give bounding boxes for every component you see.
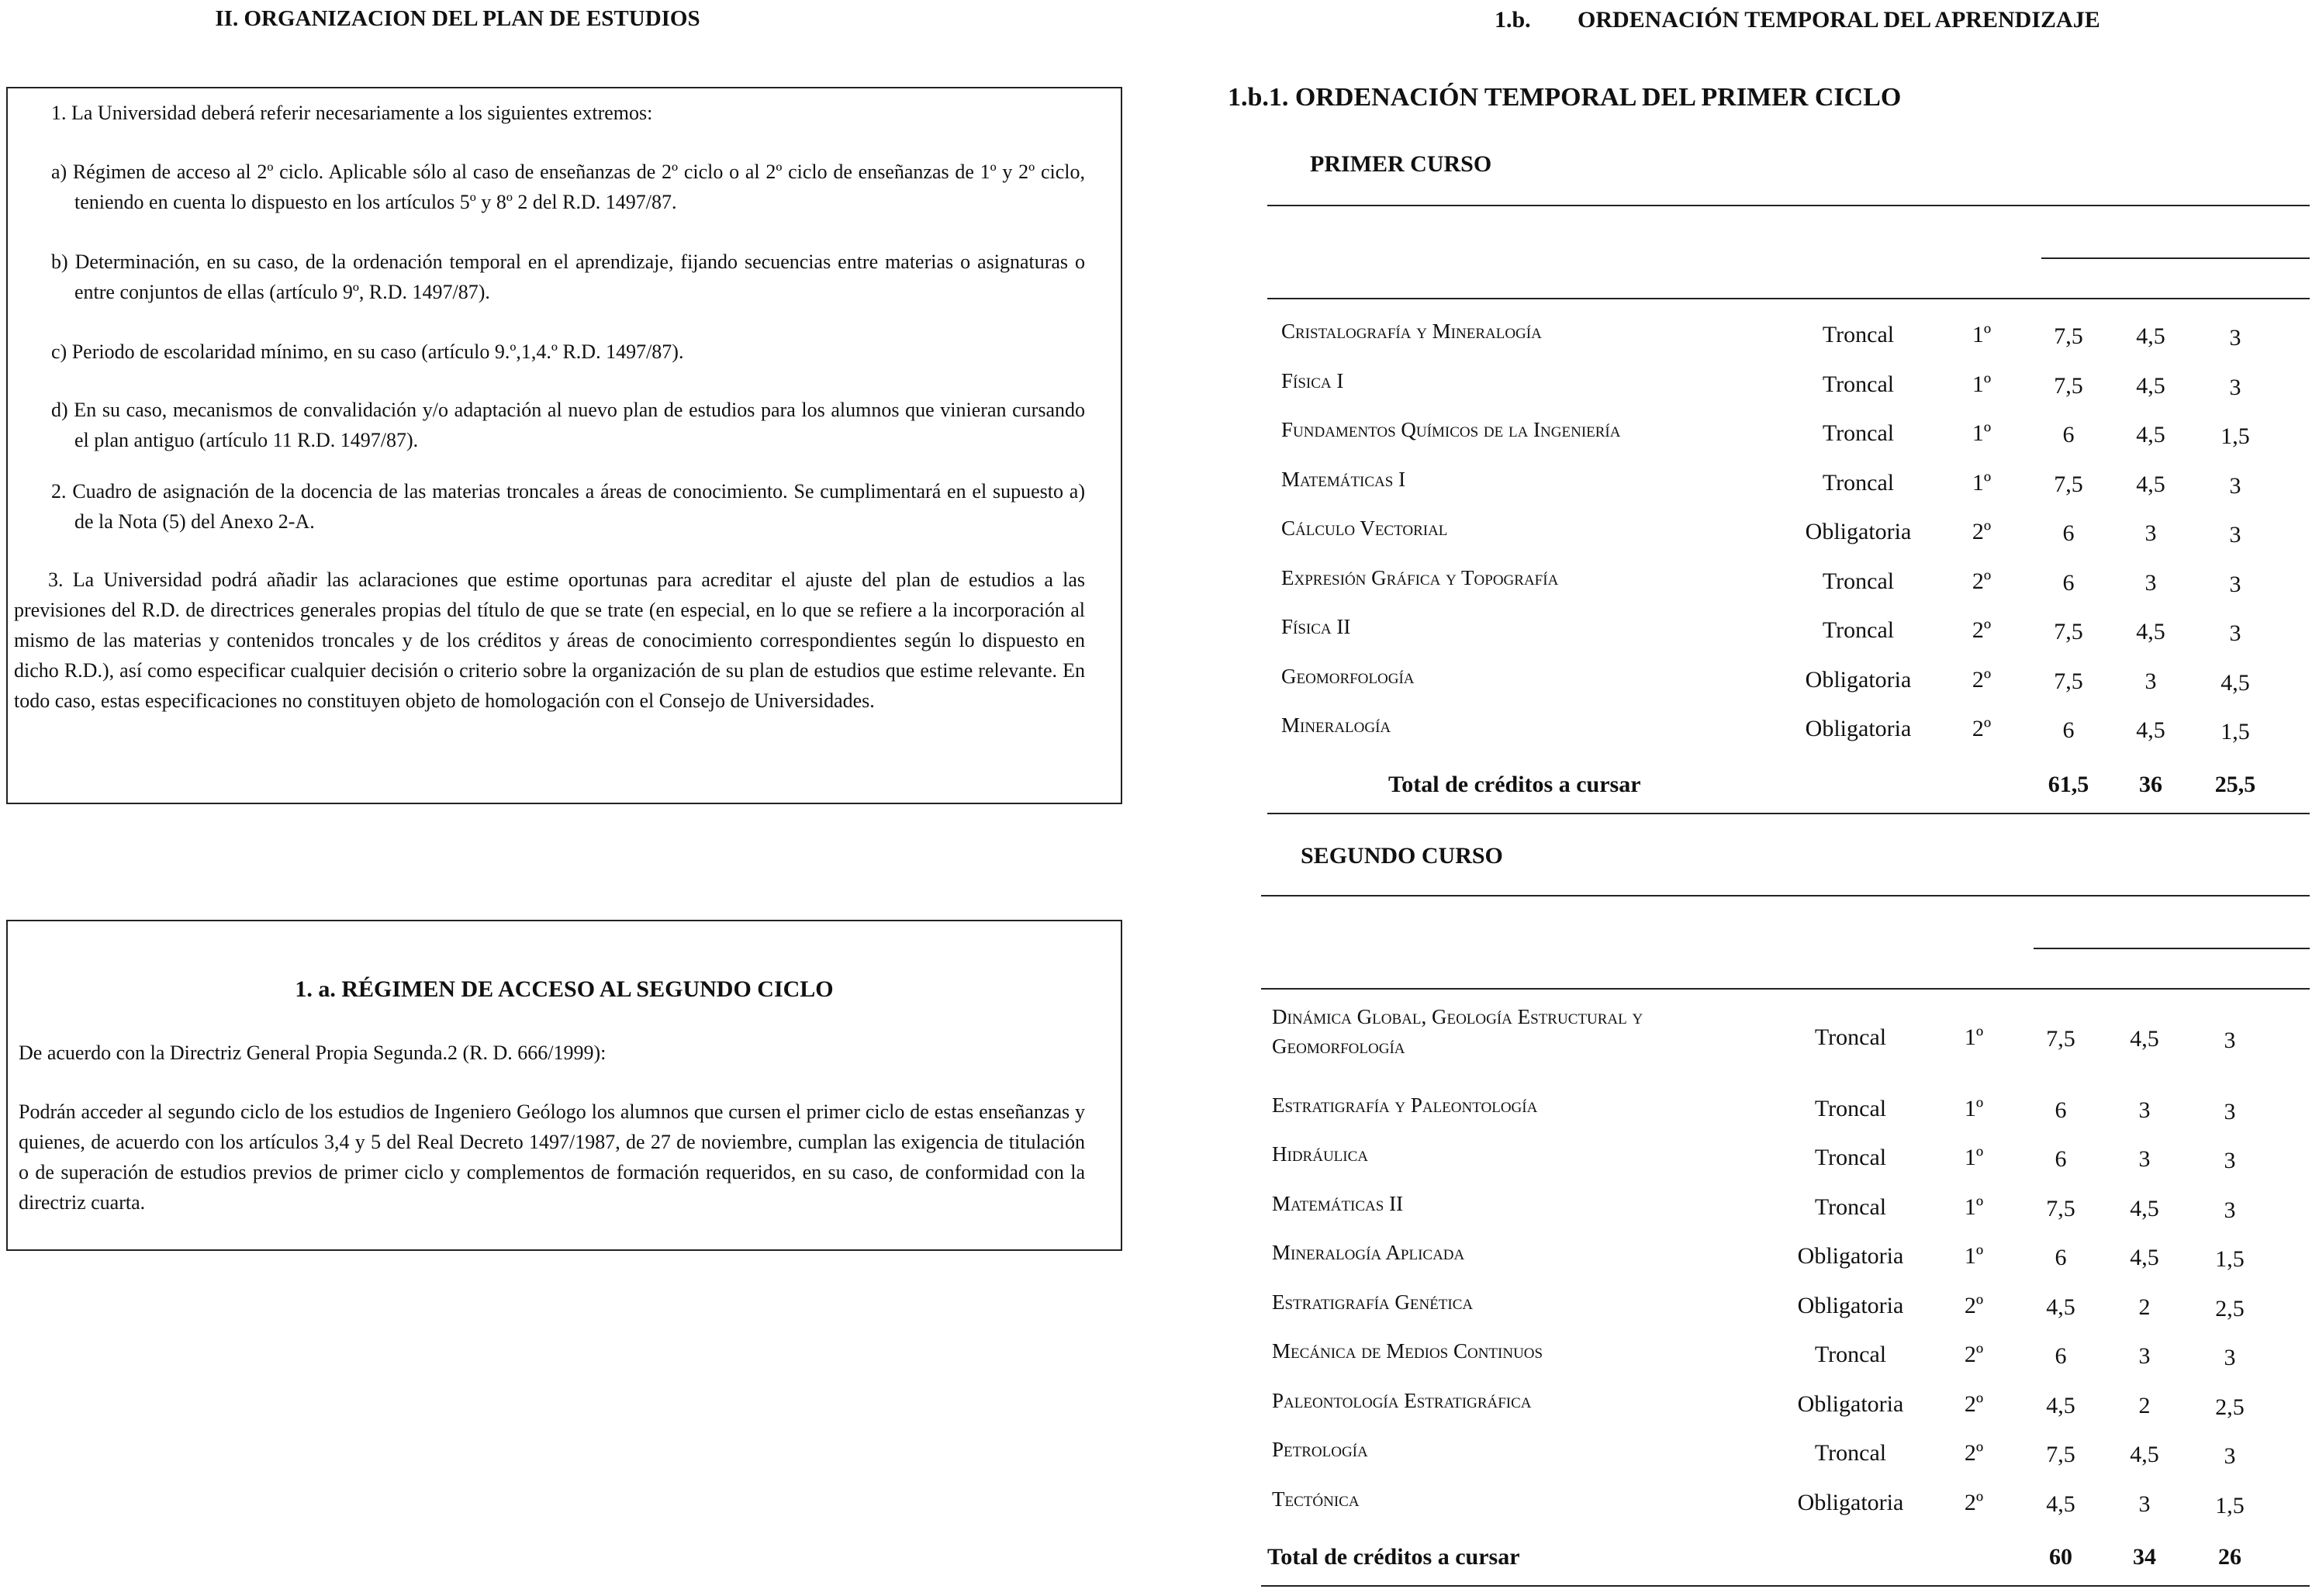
subject-total: 6 (2055, 1343, 2067, 1369)
header-bottom-rule (1261, 988, 2310, 990)
instruction-2: 2. Cuadro de asignación de la docencia de las materias troncales a áreas de conocimiento. Se cumplimentará en el supuesto a) de la Nota (5) del Anexo 2-A. (51, 480, 1085, 533)
instruction-a: a) Régimen de acceso al 2º ciclo. Aplicable sólo al caso de enseñanzas de 2º ciclo o al 2º ciclo de enseñanzas de 1º y 2º ciclo, teniendo en cuenta lo dispuesto en los artículos 5º y 8º 2 del R.D. 1497/87. (51, 161, 1085, 213)
subject-practicas: 2,5 (2215, 1394, 2245, 1420)
subject-practicas: 1,5 (2220, 719, 2250, 744)
subject-tipo: Troncal (1814, 1095, 1887, 1121)
instructions-box (6, 87, 1122, 804)
subject-teoria: 4,5 (2136, 372, 2165, 399)
subject-total: 7,5 (2054, 619, 2083, 644)
subject-practicas: 3 (2224, 1098, 2236, 1124)
instruction-d: d) En su caso, mecanismos de convalidación y/o adaptación al nuevo plan de estudios para los alumnos que vinieran cursando el plan antiguo (artículo 11 R.D. 1497/87). (51, 399, 1085, 451)
subject-tipo: Obligatoria (1805, 666, 1912, 693)
subject-name: Tectónica (1272, 1487, 1360, 1511)
subject-tipo: Troncal (1814, 1194, 1887, 1220)
subject-tipo: Troncal (1822, 469, 1895, 496)
subject-total: 6 (2062, 569, 2075, 596)
subject-tipo: Obligatoria (1797, 1243, 1904, 1269)
subject-teoria: 2 (2138, 1392, 2151, 1418)
subject-name: Mineralogía (1281, 713, 1391, 737)
subject-teoria: 4,5 (2130, 1026, 2159, 1052)
subject-cuatr: 2º (1964, 1489, 1984, 1515)
subject-teoria: 4,5 (2136, 422, 2165, 447)
subject-name: Matemáticas I (1281, 467, 1406, 491)
subject-practicas: 3 (2224, 1028, 2236, 1053)
subject-name: Física I (1281, 368, 1344, 392)
table-bottom-rule (1261, 1585, 2310, 1587)
subject-name: Paleontología Estratigráfica (1272, 1388, 1532, 1412)
access-regime-text: Podrán acceder al segundo ciclo de los estudios de Ingeniero Geólogo los alumnos que cursen el primer ciclo de estas enseñanzas y quienes, de acuerdo con los artículos 3,4 y 5 del Real Decreto 1497/1987, de 27 de noviembre, cumplan las exigencia de titulación o de superación de estudios previos de primer ciclo y complementos de formación requeridos, en su caso, de conformidad con la directriz cuarta. (19, 1100, 1085, 1214)
subject-cuatr: 2º (1972, 568, 1992, 594)
subject-tipo: Troncal (1814, 1024, 1887, 1050)
subject-practicas: 4,5 (2220, 669, 2250, 696)
subject-cuatr: 1º (1964, 1024, 1984, 1050)
subject-cuatr: 1º (1972, 469, 1992, 496)
total-credits-label: Total de créditos a cursar (1388, 772, 1641, 797)
subject-total: 7,5 (2054, 323, 2083, 349)
subject-practicas: 3 (2224, 1443, 2236, 1469)
subject-total: 6 (2062, 520, 2075, 546)
subject-total: 7,5 (2054, 372, 2083, 399)
subject-teoria: 4,5 (2136, 471, 2165, 497)
table-top-rule (1261, 895, 2310, 896)
subject-practicas: 3 (2224, 1197, 2236, 1223)
subject-teoria: 3 (2144, 668, 2157, 694)
subject-total: 7,5 (2046, 1195, 2075, 1221)
subject-teoria: 2 (2138, 1294, 2151, 1320)
total-teoria: 36 (2139, 772, 2162, 797)
subject-name: Estratigrafía y Paleontología (1272, 1093, 1538, 1117)
total-practicas: 26 (2218, 1544, 2241, 1570)
subject-name: Cálculo Vectorial (1281, 516, 1448, 540)
subject-teoria: 3 (2144, 520, 2157, 546)
subject-name: Física II (1281, 615, 1351, 638)
subject-teoria: 4,5 (2136, 323, 2165, 349)
subject-cuatr: 2º (1972, 666, 1992, 693)
subject-cuatr: 1º (1972, 322, 1992, 347)
subject-practicas: 3 (2229, 472, 2241, 499)
subject-total: 4,5 (2046, 1392, 2075, 1418)
subject-tipo: Troncal (1814, 1145, 1887, 1170)
subject-name: Geomorfología (1281, 664, 1415, 688)
subject-cuatr: 2º (1972, 716, 1992, 741)
subject-practicas: 2,5 (2215, 1295, 2245, 1321)
creditos-rule (2034, 948, 2310, 949)
subject-teoria: 4,5 (2136, 717, 2165, 743)
subject-cuatr: 2º (1964, 1292, 1984, 1318)
subject-name: Matemáticas II (1272, 1191, 1404, 1215)
subject-tipo: Troncal (1814, 1440, 1887, 1466)
subject-teoria: 3 (2138, 1491, 2151, 1517)
subject-practicas: 3 (2224, 1345, 2236, 1370)
subject-tipo: Obligatoria (1797, 1489, 1904, 1515)
subject-total: 7,5 (2054, 471, 2083, 497)
instruction-3: 3. La Universidad podrá añadir las aclaraciones que estime oportunas para acreditar el ajuste del plan de estudios a las previsiones del R.D. de directrices generales propias del título de que se trate (en especial, en lo que se refiere a la incorporación al mismo de las materias y contenidos troncales y de los créditos y áreas de conocimiento correspondientes según lo dispuesto en dicho R.D.), así como especificar cualquier decisión o criterio sobre la organización de su plan de estudios que estime relevante. En todo caso, estas especificaciones no constituyen objeto de homologación con el Consejo de Universidades. (14, 568, 1085, 712)
section-title: ORDENACIÓN TEMPORAL DEL APRENDIZAJE (1578, 7, 2100, 33)
subject-practicas: 3 (2229, 522, 2241, 548)
subject-teoria: 3 (2138, 1343, 2151, 1369)
subject-cuatr: 1º (1964, 1095, 1984, 1121)
subject-name-cont: Geomorfología (1272, 1035, 1405, 1058)
subject-name: Dinámica Global, Geología Estructural y (1272, 1005, 1643, 1028)
instruction-c: c) Periodo de escolaridad mínimo, en su caso (artículo 9.º,1,4.º R.D. 1497/87). (51, 340, 684, 363)
subject-teoria: 3 (2138, 1146, 2151, 1172)
subject-tipo: Troncal (1822, 420, 1895, 446)
subject-tipo: Troncal (1814, 1342, 1887, 1367)
subject-tipo: Obligatoria (1797, 1390, 1904, 1417)
total-credits-label: Total de créditos a cursar (1267, 1544, 1520, 1570)
subject-practicas: 3 (2229, 374, 2241, 400)
subject-total: 6 (2055, 1245, 2067, 1270)
instruction-b: b) Determinación, en su caso, de la ordenación temporal en el aprendizaje, fijando secuencias entre materias o asignaturas o entre conjuntos de ellas (artículo 9º, R.D. 1497/87). (51, 250, 1085, 303)
subject-total: 7,5 (2054, 668, 2083, 694)
subject-name: Mineralogía Aplicada (1272, 1241, 1465, 1264)
header-bottom-rule (1267, 298, 2310, 299)
subject-cuatr: 1º (1964, 1194, 1984, 1220)
subject-cuatr: 2º (1972, 617, 1992, 643)
subject-practicas: 1,5 (2215, 1246, 2245, 1272)
second-course-title: SEGUNDO CURSO (1301, 843, 1503, 869)
subject-practicas: 3 (2224, 1148, 2236, 1173)
total-credits: 60 (2049, 1544, 2072, 1570)
subject-teoria: 4,5 (2130, 1245, 2159, 1270)
subject-total: 7,5 (2046, 1026, 2075, 1052)
section-number: 1.b. (1495, 7, 1531, 33)
subject-total: 6 (2055, 1097, 2067, 1123)
subject-cuatr: 1º (1972, 371, 1992, 397)
subject-name: Petrología (1272, 1438, 1368, 1461)
subject-tipo: Troncal (1822, 322, 1895, 347)
subject-name: Expresión Gráfica y Topografía (1281, 565, 1559, 589)
subject-cuatr: 2º (1964, 1390, 1984, 1417)
instruction-1: 1. La Universidad deberá referir necesariamente a los siguientes extremos: (51, 102, 653, 124)
subject-tipo: Troncal (1822, 568, 1895, 594)
total-teoria: 34 (2133, 1544, 2156, 1570)
subject-name: Hidráulica (1272, 1142, 1368, 1166)
subsection-title: 1.b.1. ORDENACIÓN TEMPORAL DEL PRIMER CICLO (1228, 83, 1902, 112)
subject-practicas: 3 (2229, 325, 2241, 351)
subject-total: 7,5 (2046, 1442, 2075, 1467)
access-regime-intro: De acuerdo con la Directriz General Propia Segunda.2 (R. D. 666/1999): (19, 1042, 607, 1064)
first-course-title: PRIMER CURSO (1310, 151, 1492, 177)
access-regime-box (6, 920, 1122, 1251)
subject-total: 4,5 (2046, 1294, 2075, 1320)
subject-cuatr: 1º (1972, 420, 1992, 446)
table-top-rule (1267, 205, 2310, 206)
subject-name: Fundamentos Químicos de la Ingeniería (1281, 418, 1621, 441)
subject-tipo: Troncal (1822, 371, 1895, 397)
subject-practicas: 1,5 (2220, 423, 2250, 449)
subject-teoria: 4,5 (2130, 1442, 2159, 1467)
subject-name: Estratigrafía Genética (1272, 1290, 1474, 1314)
subject-total: 4,5 (2046, 1491, 2075, 1517)
subject-practicas: 3 (2229, 571, 2241, 597)
subject-teoria: 4,5 (2136, 619, 2165, 644)
subject-cuatr: 2º (1964, 1440, 1984, 1466)
subject-teoria: 3 (2144, 569, 2157, 596)
creditos-rule (2041, 257, 2310, 259)
table-bottom-rule (1267, 813, 2310, 814)
subject-tipo: Obligatoria (1805, 519, 1912, 544)
subject-tipo: Troncal (1822, 617, 1895, 643)
subject-cuatr: 2º (1964, 1342, 1984, 1367)
subject-tipo: Obligatoria (1797, 1292, 1904, 1318)
subject-cuatr: 2º (1972, 519, 1992, 544)
subject-teoria: 3 (2138, 1097, 2151, 1123)
subject-total: 6 (2062, 422, 2075, 447)
subject-teoria: 4,5 (2130, 1195, 2159, 1221)
subject-practicas: 1,5 (2215, 1492, 2245, 1518)
subject-name: Mecánica de Medios Continuos (1272, 1339, 1543, 1363)
subject-cuatr: 1º (1964, 1145, 1984, 1170)
subject-practicas: 3 (2229, 620, 2241, 646)
subject-total: 6 (2055, 1146, 2067, 1172)
left-page-title: II. ORGANIZACION DEL PLAN DE ESTUDIOS (215, 6, 700, 31)
total-practicas: 25,5 (2214, 772, 2256, 797)
subject-total: 6 (2062, 717, 2075, 743)
subject-name: Cristalografía y Mineralogía (1281, 320, 1542, 343)
subject-cuatr: 1º (1964, 1243, 1984, 1269)
access-regime-heading: 1. a. RÉGIMEN DE ACCESO AL SEGUNDO CICLO (295, 976, 834, 1002)
subject-tipo: Obligatoria (1805, 716, 1912, 741)
total-credits: 61,5 (2048, 772, 2089, 797)
